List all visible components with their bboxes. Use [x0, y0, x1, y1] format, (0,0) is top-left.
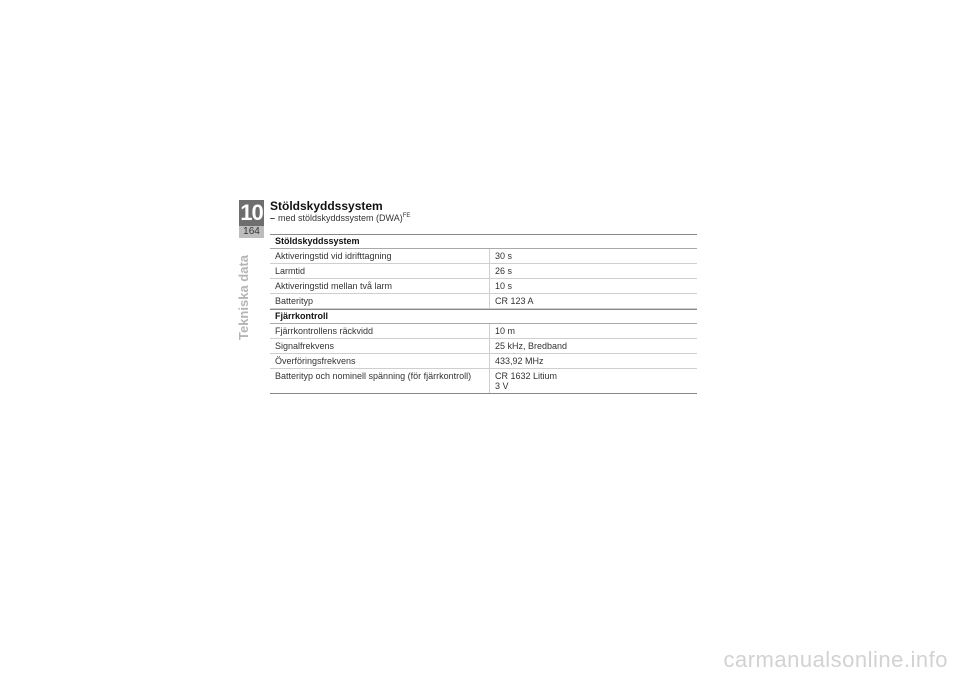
group-header-theft-protection: Stöldskyddssystem	[270, 235, 697, 249]
spec-value: 26 s	[495, 266, 513, 276]
section-subtitle	[270, 213, 410, 223]
table-row	[270, 264, 697, 279]
table-row	[270, 354, 697, 369]
page-number: 164	[239, 226, 264, 238]
spec-value-line: 3 V	[495, 381, 509, 391]
table-row	[270, 294, 697, 309]
spec-value-line: CR 1632 Litium	[495, 371, 558, 381]
table-row	[270, 339, 697, 354]
subtitle-dash: –	[270, 213, 276, 223]
subtitle-text: med stöldskyddssystem (DWA)	[278, 213, 403, 223]
spec-label: Fjärrkontrollens räckvidd	[270, 324, 490, 338]
spec-value: 10 s	[495, 281, 513, 291]
chapter-side-label: Tekniska data	[236, 254, 251, 340]
chapter-tab	[239, 200, 264, 238]
spec-value: 30 s	[495, 251, 513, 261]
chapter-number: 10	[240, 200, 263, 225]
spec-label: Aktiveringstid mellan två larm	[270, 279, 490, 293]
spec-value: 433,92 MHz	[495, 356, 544, 366]
spec-label: Signalfrekvens	[270, 339, 490, 353]
group-header-remote-control: Fjärrkontroll	[270, 309, 697, 324]
spec-label: Batterityp och nominell spänning (för fjärrkontroll)	[270, 369, 490, 393]
spec-value: 25 kHz, Bredband	[495, 341, 568, 351]
table-row	[270, 369, 697, 393]
spec-value: 10 m	[495, 326, 516, 336]
subtitle-superscript: FE	[402, 213, 411, 219]
spec-table	[270, 234, 697, 394]
spec-label: Aktiveringstid vid idrifttagning	[270, 249, 490, 263]
spec-label: Larmtid	[270, 264, 490, 278]
table-row	[270, 324, 697, 339]
spec-value: CR 123 A	[495, 296, 534, 306]
table-row	[270, 249, 697, 264]
section-title: Stöldskyddssystem	[270, 199, 383, 213]
spec-label: Batterityp	[270, 294, 490, 308]
spec-label: Överföringsfrekvens	[270, 354, 490, 368]
table-row	[270, 279, 697, 294]
watermark: carmanualsonline.info	[723, 647, 948, 672]
spec-value	[490, 369, 697, 393]
